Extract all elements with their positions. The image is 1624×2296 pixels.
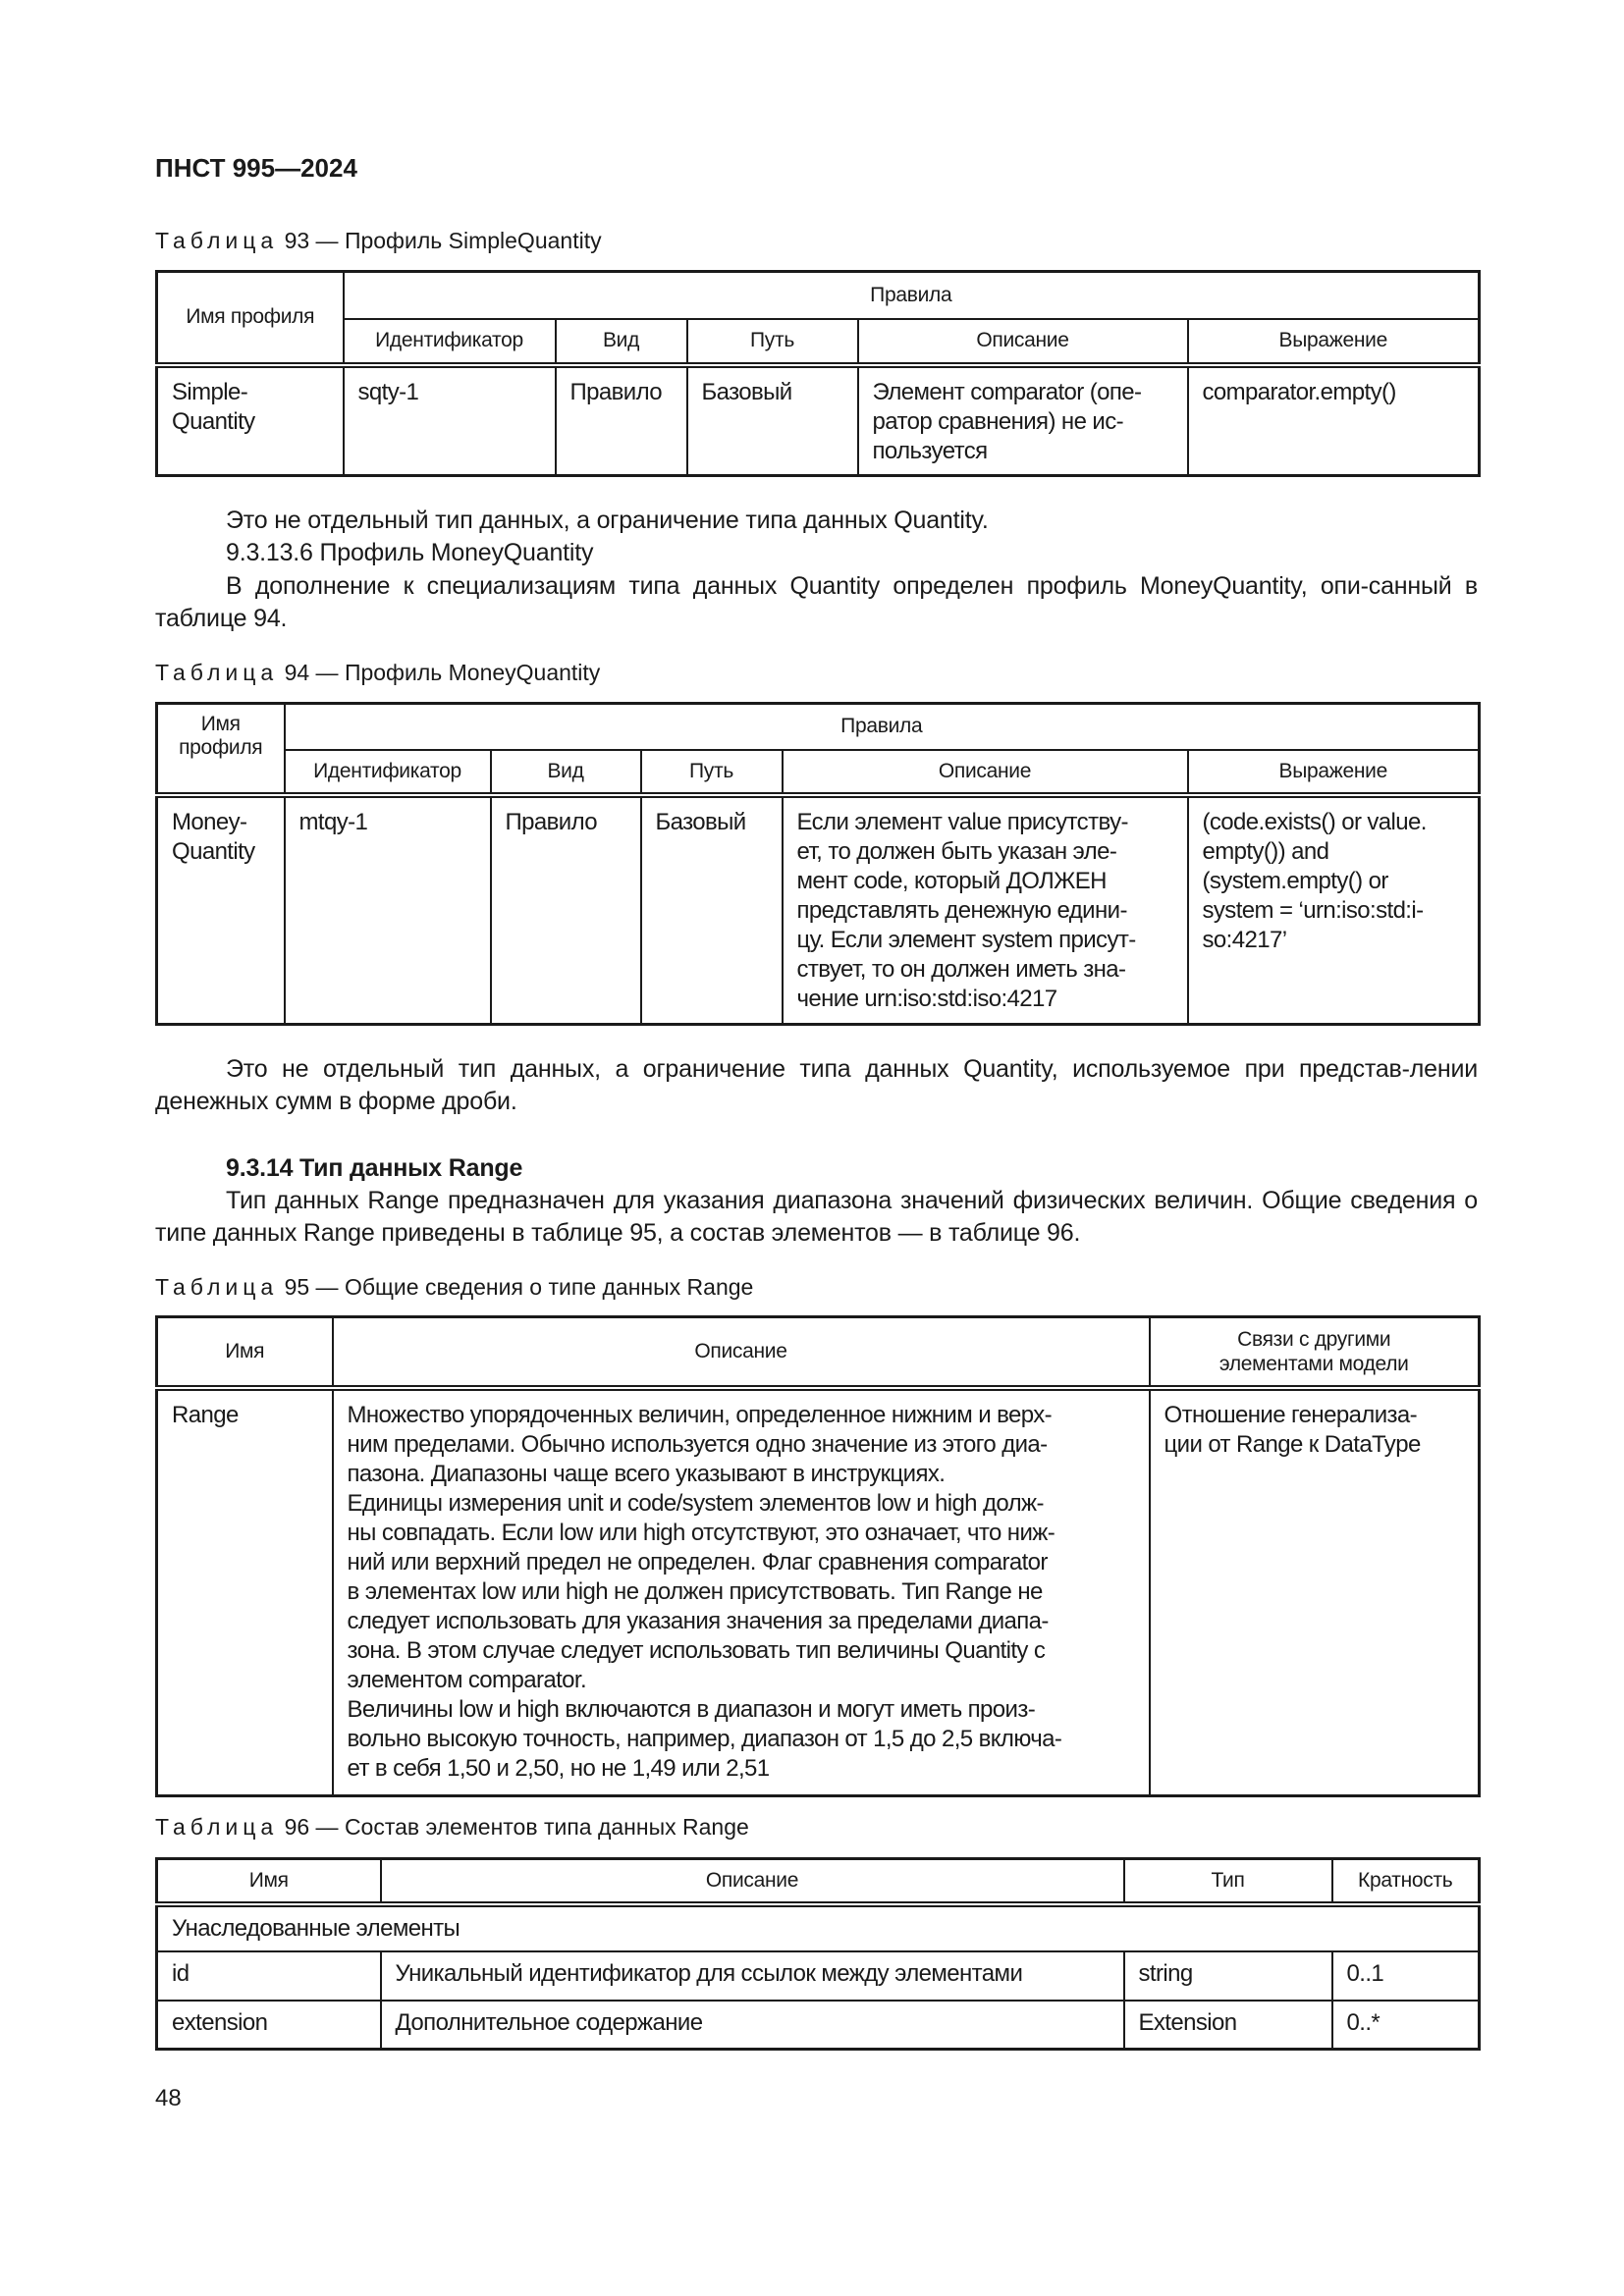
cell-path: Базовый [641, 795, 783, 1025]
header-description: Описание [858, 319, 1188, 365]
table-96 [155, 1857, 1481, 2051]
cell-kind: Правило [556, 365, 687, 476]
cell-type: string [1124, 1951, 1332, 2001]
header-id: Идентификатор [344, 319, 556, 365]
caption-text: 95 — Общие сведения о типе данных Range [284, 1274, 754, 1300]
table-96-caption [155, 1814, 749, 1841]
table-row [157, 795, 1480, 1025]
paragraph [155, 505, 1478, 537]
paragraph-text: Это не отдельный тип данных, а ограничение типа данных Quantity, используемое при представ-лении денежных сумм в форме дроби. [155, 1055, 1478, 1115]
header-name: Имя [157, 1859, 381, 1904]
cell-cardinality: 0..1 [1332, 1951, 1480, 2001]
header-cardinality: Кратность [1332, 1859, 1480, 1904]
table-row [157, 365, 1480, 476]
caption-word: Таблица [155, 660, 279, 685]
group-row-inherited: Унаследованные элементы [157, 1904, 1480, 1951]
cell-name: id [157, 1951, 381, 2001]
cell-profile: Money- Quantity [157, 795, 285, 1025]
table-93 [155, 270, 1481, 477]
cell-profile: Simple- Quantity [157, 365, 344, 476]
paragraph-text: Это не отдельный тип данных, а ограничение типа данных Quantity. [226, 507, 989, 534]
table-row [157, 2001, 1480, 2050]
header-description: Описание [333, 1317, 1150, 1388]
header-path: Путь [687, 319, 858, 365]
table-93-caption [155, 228, 602, 254]
table-row [157, 1388, 1480, 1796]
cell-description: Множество упорядоченных величин, определенное нижним и верх- ним пределами. Обычно используется одно значение из этого диа- пазона. Диапазоны чаще всего указывают в инструкциях. Единицы измерения unit и code/system элементов low и high долж- ны совпадать. Если low или high отсутствуют, это означает, что ниж- ний или верхний предел не определен. Флаг сравнения comparator в элементах low или high не должен присутствовать. Тип Range не следует использовать для указания значения за пределами диапа- зона. В этом случае следует использовать тип величины Quantity с элементом comparator. Величины low и high включаются в диапазон и могут иметь произ- вольно высокую точность, например, диапазон от 1,5 до 2,5 включа- ет в себя 1,50 и 2,50, но не 1,49 или 2,51 [333, 1388, 1150, 1796]
cell-name: extension [157, 2001, 381, 2050]
header-description: Описание [381, 1859, 1124, 1904]
cell-type: Extension [1124, 2001, 1332, 2050]
caption-text: 93 — Профиль SimpleQuantity [284, 228, 602, 253]
paragraph [155, 570, 1478, 635]
paragraph-text: В дополнение к специализациям типа данных Quantity определен профиль MoneyQuantity, опи-санный в таблице 94. [155, 572, 1478, 632]
header-profile: Имя профиля [157, 272, 344, 365]
cell-kind: Правило [491, 795, 641, 1025]
section-heading [155, 1152, 1478, 1185]
header-expression: Выражение [1188, 750, 1480, 795]
table-row [157, 1951, 1480, 2001]
caption-word: Таблица [155, 1814, 279, 1840]
cell-description: Уникальный идентификатор для ссылок между элементами [381, 1951, 1124, 2001]
header-expression: Выражение [1188, 319, 1480, 365]
header-name: Имя [157, 1317, 333, 1388]
cell-relations: Отношение генерализа- ции от Range к DataType [1150, 1388, 1480, 1796]
cell-description: Если элемент value присутству- ет, то должен быть указан эле- мент code, который ДОЛЖЕН представлять денежную едини- цу. Если элемент system присут- ствует, то он должен иметь зна- чение urn:iso:std:iso:4217 [783, 795, 1188, 1025]
header-kind: Вид [556, 319, 687, 365]
table-94 [155, 702, 1481, 1026]
paragraph [155, 1053, 1478, 1118]
header-rules: Правила [344, 272, 1480, 319]
cell-name: Range [157, 1388, 333, 1796]
cell-expression: comparator.empty() [1188, 365, 1480, 476]
cell-id: mtqy-1 [285, 795, 491, 1025]
document-header: ПНСТ 995—2024 [155, 153, 357, 183]
cell-description: Элемент comparator (опе- ратор сравнения) не ис- пользуется [858, 365, 1188, 476]
section-title: 9.3.13.6 Профиль MoneyQuantity [226, 539, 594, 566]
table-94-caption [155, 660, 600, 686]
header-relations: Связи с другими элементами модели [1150, 1317, 1480, 1388]
header-description: Описание [783, 750, 1188, 795]
header-id: Идентификатор [285, 750, 491, 795]
cell-cardinality: 0..* [1332, 2001, 1480, 2050]
caption-word: Таблица [155, 1274, 279, 1300]
header-kind: Вид [491, 750, 641, 795]
cell-id: sqty-1 [344, 365, 556, 476]
page-number: 48 [155, 2085, 182, 2111]
caption-text: 94 — Профиль MoneyQuantity [284, 660, 601, 685]
header-type: Тип [1124, 1859, 1332, 1904]
table-95-caption [155, 1274, 753, 1301]
cell-description: Дополнительное содержание [381, 2001, 1124, 2050]
section-title: 9.3.14 Тип данных Range [226, 1154, 523, 1182]
table-95 [155, 1315, 1481, 1797]
caption-word: Таблица [155, 228, 279, 253]
paragraph [155, 1185, 1478, 1250]
caption-text: 96 — Состав элементов типа данных Range [284, 1814, 749, 1840]
cell-path: Базовый [687, 365, 858, 476]
header-rules: Правила [285, 704, 1480, 750]
section-heading [155, 537, 1478, 569]
cell-expression: (code.exists() or value. empty()) and (system.empty() or system = ‘urn:iso:std:i- so:4217’ [1188, 795, 1480, 1025]
header-path: Путь [641, 750, 783, 795]
paragraph-text: Тип данных Range предназначен для указания диапазона значений физических величин. Общие сведения о типе данных Range приведены в таблице 95, а состав элементов — в таблице 96. [155, 1187, 1478, 1247]
header-profile: Имя профиля [157, 704, 285, 795]
